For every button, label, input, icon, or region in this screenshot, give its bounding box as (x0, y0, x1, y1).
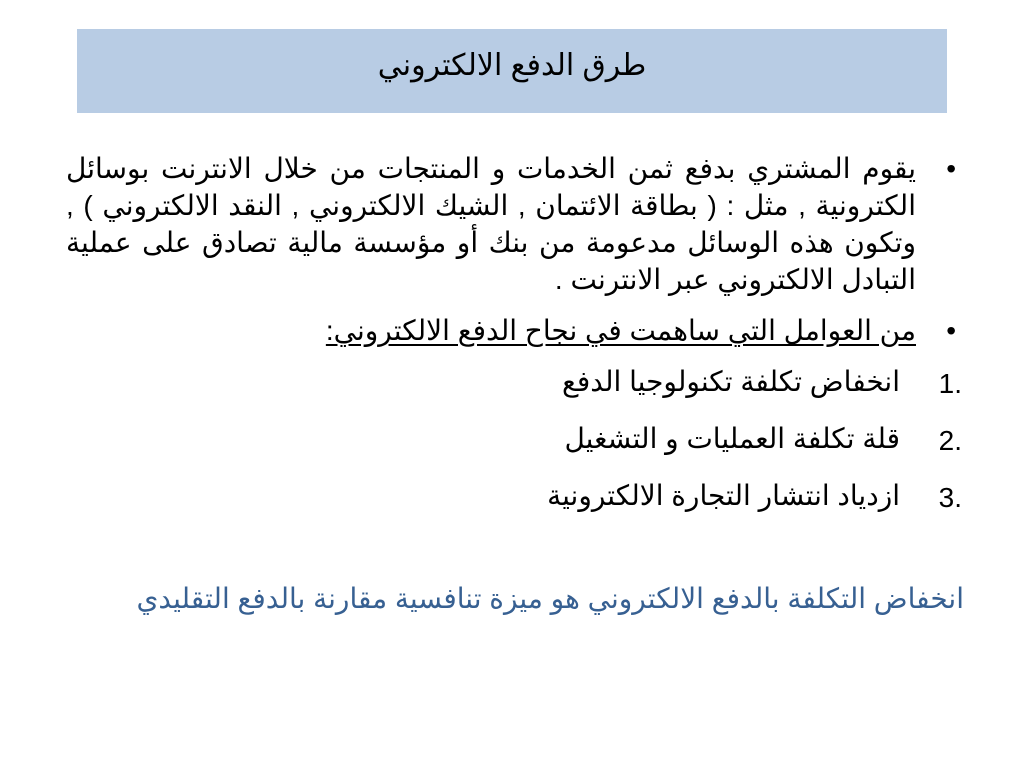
slide-body (66, 150, 966, 534)
bullet-item-factors-heading (66, 312, 956, 349)
number-marker: 1. (938, 368, 962, 399)
bullet-marker: • (946, 153, 956, 184)
numbered-item-1 (66, 363, 966, 400)
slide-title: طرق الدفع الالكتروني (377, 48, 647, 82)
numbered-text: ازدياد انتشار التجارة الالكترونية (547, 480, 900, 511)
bullet-text: يقوم المشتري بدفع ثمن الخدمات و المنتجات من خلال الانترنت بوسائل الكترونية , مثل : ( بطاقة الائتمان , الشيك الالكتروني , النقد الالكتروني ) , وتكون هذه الوسائل مدعومة من بنك أو مؤسسة مالية تصادق على عملية التبادل الالكتروني عبر الانترنت . (66, 153, 916, 295)
number-marker: 3. (938, 482, 962, 513)
slide-title-banner (77, 29, 947, 113)
bullet-item-description (66, 150, 956, 298)
numbered-item-2 (66, 420, 966, 457)
conclusion-text: انخفاض التكلفة بالدفع الالكتروني هو ميزة تنافسية مقارنة بالدفع التقليدي (136, 583, 964, 614)
factors-heading: من العوامل التي ساهمت في نجاح الدفع الالكتروني: (325, 315, 916, 346)
numbered-text: قلة تكلفة العمليات و التشغيل (564, 423, 900, 454)
bullet-marker: • (946, 315, 956, 346)
numbered-item-3 (66, 477, 966, 514)
number-marker: 2. (938, 425, 962, 456)
numbered-text: انخفاض تكلفة تكنولوجيا الدفع (562, 366, 900, 397)
